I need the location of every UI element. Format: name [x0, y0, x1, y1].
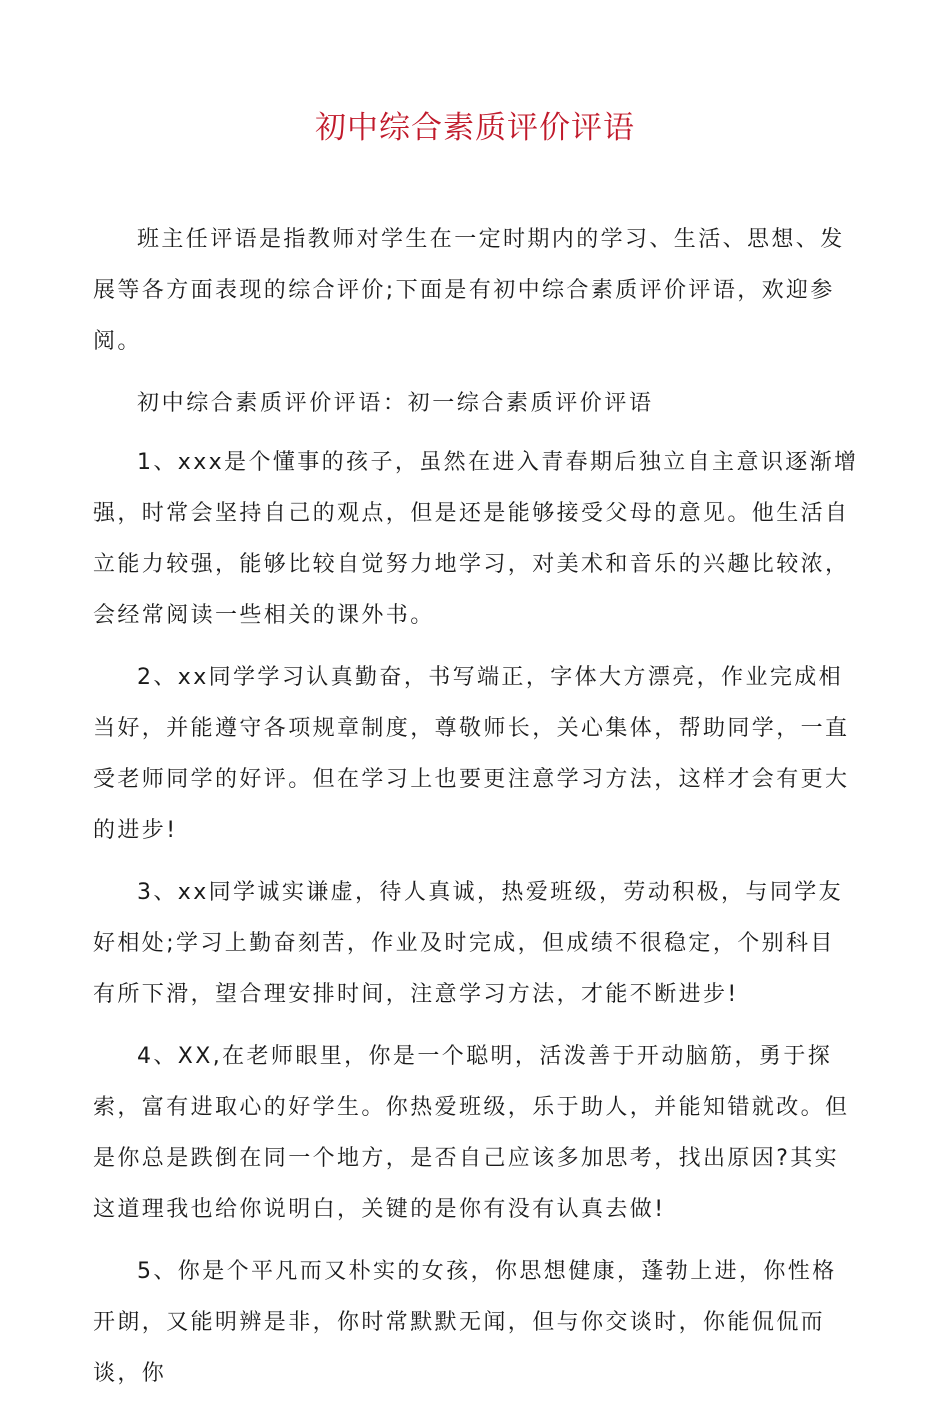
comment-item-1: 1、xxx是个懂事的孩子，虽然在进入青春期后独立自主意识逐渐增强，时常会坚持自己的观点，但是还是能够接受父母的意见。他生活自立能力较强，能够比较自觉努力地学习，对美术和音乐的兴趣比较浓，会经常阅读一些相关的课外书。 — [93, 450, 859, 628]
comment-item-4: 4、XX,在老师眼里，你是一个聪明，活泼善于开动脑筋，勇于探索，富有进取心的好学生。你热爱班级，乐于助人，并能知错就改。但是你总是跌倒在同一个地方，是否自己应该多加思考，找出原因?其实这道理我也给你说明白，关键的是你有没有认真去做! — [93, 1044, 850, 1222]
comment-item-2: 2、xx同学学习认真勤奋，书写端正，字体大方漂亮，作业完成相当好，并能遵守各项规章制度，尊敬师长，关心集体，帮助同学，一直受老师同学的好评。但在学习上也要更注意学习方法，这样才会有更大的进步! — [93, 665, 850, 843]
comment-item-3: 3、xx同学诚实谦虚，待人真诚，热爱班级，劳动积极，与同学友好相处;学习上勤奋刻苦，作业及时完成，但成绩不很稳定，个别科目有所下滑，望合理安排时间，注意学习方法，才能不断进步! — [93, 880, 844, 1007]
subheading: 初中综合素质评价评语：初一综合素质评价评语 — [137, 391, 654, 416]
document-body — [93, 214, 859, 1410]
comment-item-5: 5、你是个平凡而又朴实的女孩，你思想健康，蓬勃上进，你性格开朗，又能明辨是非，你时常默默无闻，但与你交谈时，你能侃侃而谈，你 — [93, 1259, 837, 1386]
intro-paragraph: 班主任评语是指教师对学生在一定时期内的学习、生活、思想、发展等各方面表现的综合评价;下面是有初中综合素质评价评语，欢迎参阅。 — [93, 227, 845, 354]
document-title: 初中综合素质评价评语 — [315, 110, 635, 146]
